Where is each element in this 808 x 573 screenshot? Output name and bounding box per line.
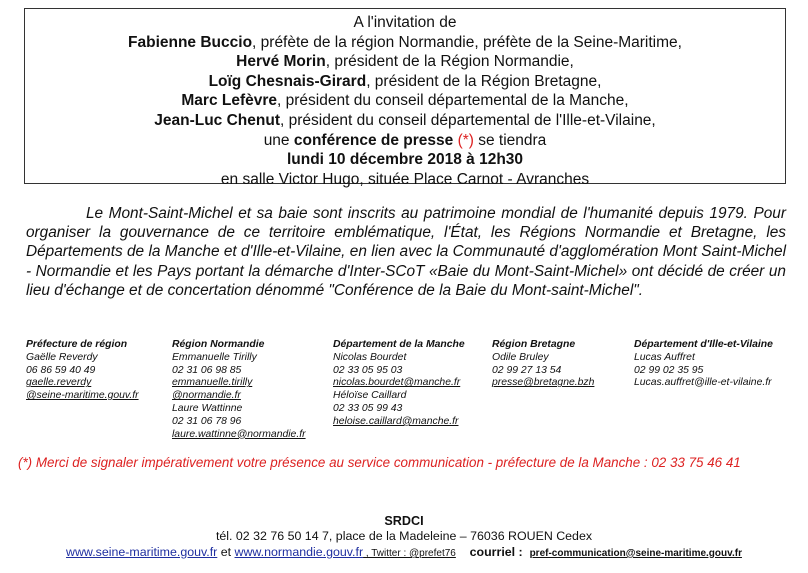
invitation-box — [24, 8, 786, 188]
invite-line-lefevre — [25, 91, 785, 111]
contact-email-link[interactable]: presse@bretagne.bzh — [492, 377, 595, 389]
contact-header: Région Normandie — [172, 339, 265, 350]
contact-name: Héloïse Caillard — [333, 390, 407, 402]
name-lefevre: Marc Lefèvre — [181, 92, 278, 110]
contact-email-link[interactable]: @normandie.fr — [172, 390, 241, 402]
contact-email-link[interactable]: nicolas.bourdet@manche.fr — [333, 377, 461, 389]
event-date-text: lundi 10 décembre 2018 à 12h30 — [286, 151, 524, 169]
normandie-link[interactable]: www.normandie.gouv.fr — [234, 544, 364, 559]
contact-name: Nicolas Bourdet — [333, 351, 407, 363]
name-morin: Hervé Morin — [236, 53, 326, 71]
contact-phone: 02 99 02 35 95 — [634, 364, 704, 376]
conference-label: conférence de presse — [293, 131, 454, 149]
invite-line-conference — [25, 131, 785, 151]
contact-email-link[interactable]: @seine-maritime.gouv.fr — [26, 390, 139, 402]
contact-header: Région Bretagne — [492, 339, 576, 350]
contact-header: Préfecture de région — [26, 339, 128, 350]
contact-header: Département d'Ille-et-Vilaine — [634, 339, 773, 350]
contact-email: Lucas.auffret@ille-et-vilaine.fr — [634, 377, 772, 389]
contact-email-link[interactable]: laure.wattinne@normandie.fr — [172, 428, 306, 440]
press-contacts — [0, 339, 808, 444]
contact-phone: 02 33 05 99 43 — [333, 402, 403, 414]
footer — [0, 514, 808, 561]
contact-name: Laure Wattinne — [172, 402, 243, 414]
invite-line-buccio — [25, 33, 785, 53]
asterisk-mark: (*) — [457, 131, 474, 149]
contact-name: Emmanuelle Tirilly — [172, 351, 257, 363]
event-location: en salle Victor Hugo, située Place Carnot - Avranches — [220, 170, 590, 188]
contact-name: Gaëlle Reverdy — [26, 351, 98, 363]
contact-email-link[interactable]: heloise.caillard@manche.fr — [333, 415, 459, 427]
title-chesnais: , président de la Région Bretagne, — [366, 72, 602, 90]
invite-intro: A l'invitation de — [353, 14, 457, 31]
name-chesnais: Loïg Chesnais-Girard — [208, 72, 367, 90]
contact-email-link[interactable]: emmanuelle.tirilly — [172, 377, 253, 389]
intro-paragraph — [26, 204, 786, 300]
contact-manche — [333, 339, 465, 429]
title-lefevre: , président du conseil départemental de la Manche, — [277, 92, 629, 110]
intro-text: Le Mont-Saint-Michel et sa baie sont inscrits au patrimoine mondial de l'humanité depuis 1979. Pour organiser la gouvernance de ce territoire emblématique, l'État, les Régions Normandie et Bretagne, les Départements de la Manche et d'Ille-et-Vilaine, en lien avec la Communauté d'agglomération Mont Saint-Michel - Normandie et les Pays portant la démarche d'Inter-SCoT «Baie du Mont-Saint-Michel» ont décidé de créer un lieu d'échange et de concertation dénommé "Conférence de la Baie du Mont-saint-Michel". — [26, 205, 786, 299]
invite-line-chenut — [25, 111, 785, 131]
title-morin: , président de la Région Normandie, — [325, 53, 574, 71]
courriel-label: courriel : — [469, 544, 523, 559]
conf-post: se tiendra — [473, 131, 547, 149]
contact-phone: 02 33 05 95 03 — [333, 364, 403, 376]
contact-phone: 06 86 59 40 49 — [26, 364, 96, 376]
contact-bretagne — [492, 339, 594, 390]
invite-line-morin — [25, 52, 785, 72]
footer-org: SRDCI — [384, 514, 424, 528]
contact-phone: 02 31 06 98 85 — [172, 364, 242, 376]
attendance-notice: (*) Merci de signaler impérativement votre présence au service communication - préfecture de la Manche : 02 33 75 46 41 — [18, 455, 741, 470]
name-chenut: Jean-Luc Chenut — [154, 111, 280, 129]
courriel-link[interactable]: pref-communication@seine-maritime.gouv.fr — [529, 547, 742, 559]
title-buccio: , préfète de la région Normandie, préfète de la Seine-Maritime, — [252, 33, 682, 51]
event-date — [25, 150, 785, 170]
contact-header: Département de la Manche — [333, 339, 465, 350]
footer-address: tél. 02 32 76 50 14 7, place de la Madeleine – 76036 ROUEN Cedex — [215, 529, 593, 544]
invite-line-chesnais — [25, 72, 785, 92]
contact-name: Odile Bruley — [492, 351, 549, 363]
seine-maritime-link[interactable]: www.seine-maritime.gouv.fr — [66, 544, 218, 559]
twitter-handle[interactable]: , Twitter : @prefet76 — [363, 547, 456, 559]
contact-normandie — [172, 339, 306, 441]
name-buccio: Fabienne Buccio — [128, 33, 253, 51]
footer-and: et — [217, 544, 235, 559]
conf-pre: une — [263, 131, 294, 149]
contact-name: Lucas Auffret — [634, 351, 695, 363]
contact-ille-et-vilaine — [634, 339, 773, 390]
footer-links — [0, 545, 808, 561]
contact-phone: 02 31 06 78 96 — [172, 415, 242, 427]
title-chenut: , président du conseil départemental de l'Ille-et-Vilaine, — [279, 111, 656, 129]
contact-prefecture — [26, 339, 139, 403]
contact-email-link[interactable]: gaelle.reverdy — [26, 377, 92, 389]
contact-phone: 02 99 27 13 54 — [492, 364, 562, 376]
